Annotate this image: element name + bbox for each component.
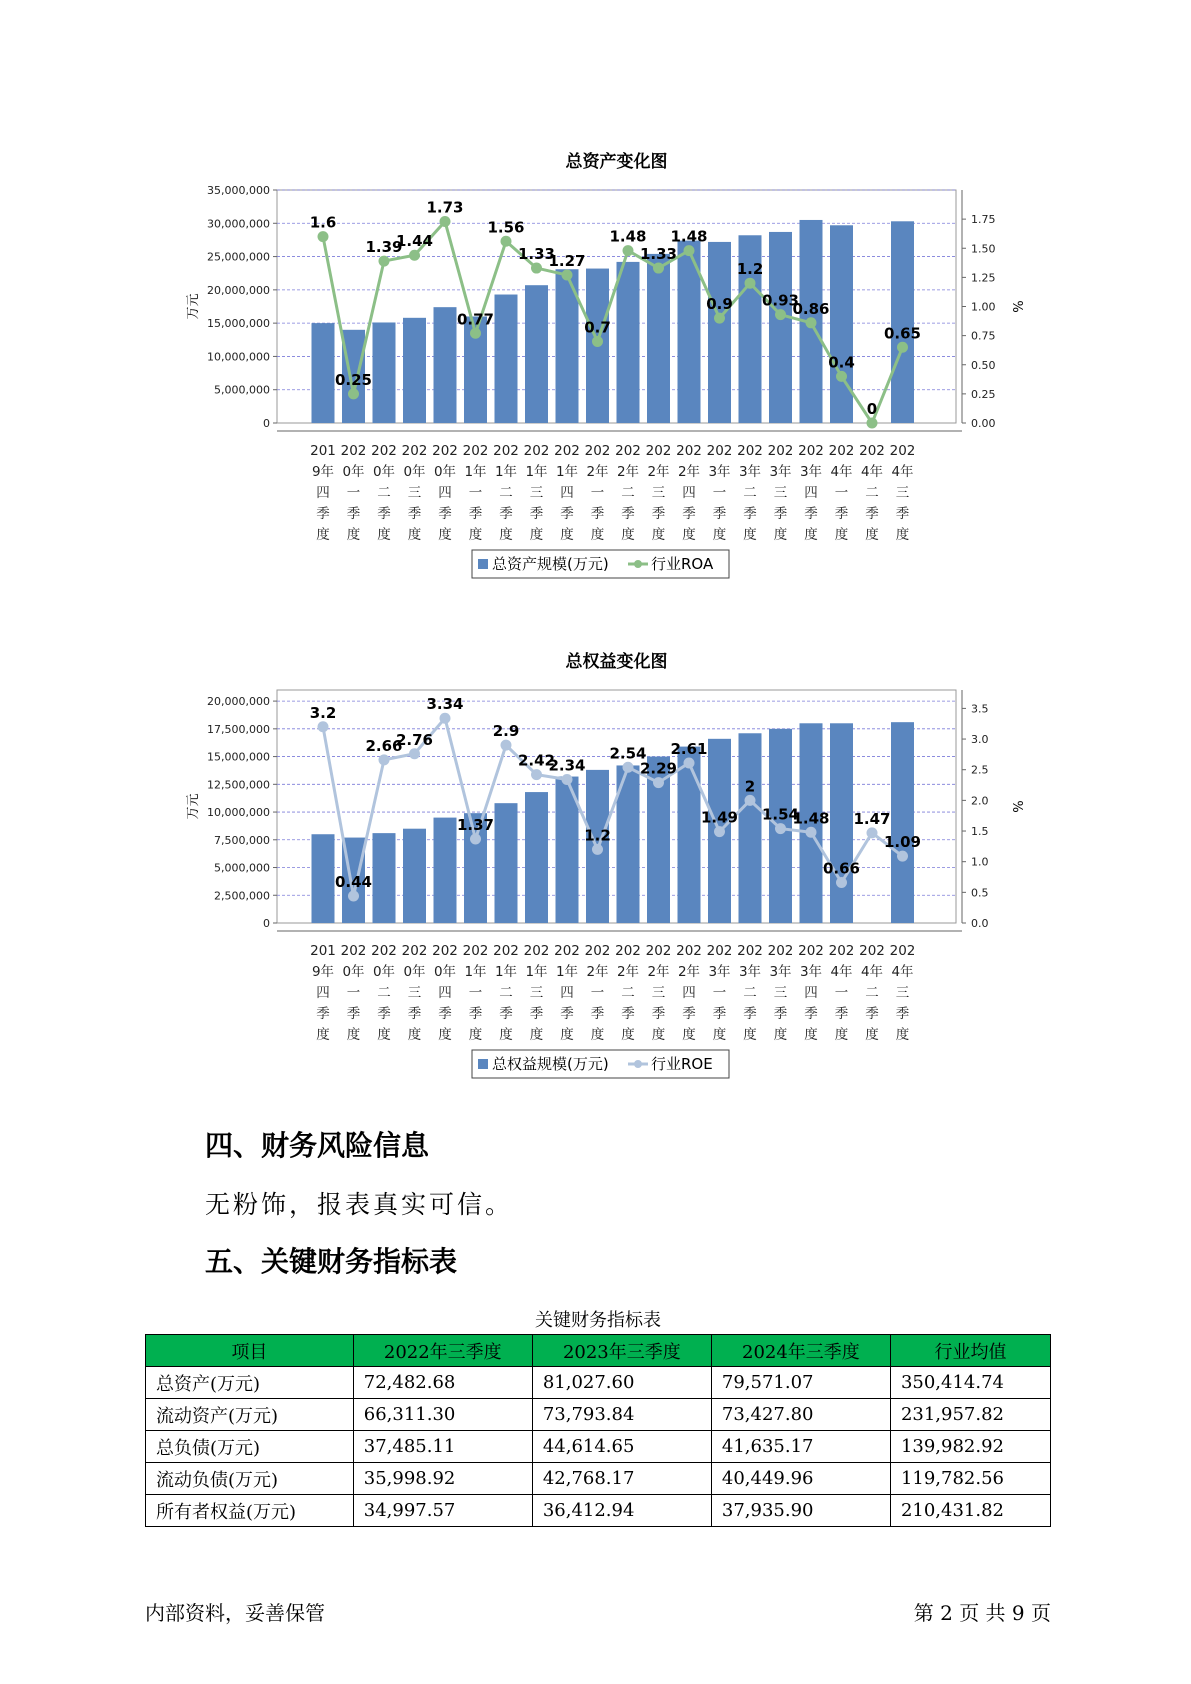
line-point xyxy=(562,270,573,281)
x-tick-label: 202 2年二季度 xyxy=(615,443,641,543)
y2-tick-label: 1.0 xyxy=(971,855,989,869)
table-cell: 37,935.90 xyxy=(711,1495,890,1527)
x-tick-label: 202 2年一季度 xyxy=(584,943,611,1043)
table-cell: 36,412.94 xyxy=(532,1495,711,1527)
line-point xyxy=(379,256,390,267)
line-point xyxy=(501,236,512,247)
x-tick-label: 202 3年一季度 xyxy=(706,943,733,1043)
data-label: 0.86 xyxy=(792,299,830,318)
total-assets-chart xyxy=(0,140,1191,600)
data-label: 0 xyxy=(866,400,878,418)
table-cell: 72,482.68 xyxy=(353,1367,532,1399)
y-tick-label: 20,000,000 xyxy=(207,283,270,297)
bar xyxy=(891,722,914,923)
y-tick-label: 7,500,000 xyxy=(214,833,270,847)
table-cell: 34,997.57 xyxy=(353,1495,532,1527)
x-tick-label: 202 2年三季度 xyxy=(645,443,672,543)
bar xyxy=(891,221,914,423)
line-point xyxy=(806,317,817,328)
table-cell: 37,485.11 xyxy=(353,1431,532,1463)
line-point xyxy=(836,877,847,888)
y-tick-label: 10,000,000 xyxy=(207,806,270,820)
x-tick-label: 202 0年一季度 xyxy=(340,943,367,1043)
y2-tick-label: 1.25 xyxy=(971,271,996,285)
table-cell: 40,449.96 xyxy=(711,1463,890,1495)
x-tick-label: 201 9年四季度 xyxy=(310,943,336,1043)
header-cell: 项目 xyxy=(146,1335,354,1367)
table-cell: 350,414.74 xyxy=(890,1367,1050,1399)
line-point xyxy=(775,823,786,834)
y-tick-label: 5,000,000 xyxy=(214,861,270,875)
bar xyxy=(708,242,731,423)
data-label: 1.37 xyxy=(456,815,495,834)
row-label: 总负债(万元) xyxy=(146,1431,354,1463)
table-cell: 73,793.84 xyxy=(532,1399,711,1431)
table-cell: 210,431.82 xyxy=(890,1495,1050,1527)
x-tick-label: 202 3年四季度 xyxy=(798,443,824,543)
x-tick-label: 202 0年三季度 xyxy=(401,443,428,543)
table-header-row xyxy=(146,1335,1051,1367)
y-tick-label: 15,000,000 xyxy=(207,317,270,331)
data-label: 1.48 xyxy=(792,809,830,828)
table-cell: 73,427.80 xyxy=(711,1399,890,1431)
y2-tick-label: 3.0 xyxy=(971,733,989,747)
bar xyxy=(830,225,853,423)
y2-tick-label: 0.75 xyxy=(971,329,996,343)
header-cell: 行业均值 xyxy=(890,1335,1050,1367)
x-tick-label: 201 9年四季度 xyxy=(310,443,336,543)
data-label: 2.29 xyxy=(639,759,678,778)
line-point xyxy=(592,336,603,347)
y2-axis-label: % xyxy=(1009,800,1024,813)
y2-tick-label: 3.5 xyxy=(971,702,989,716)
header-cell: 2024年三季度 xyxy=(711,1335,890,1367)
data-label: 0.7 xyxy=(584,318,611,337)
bar xyxy=(434,307,457,423)
x-tick-label: 202 0年三季度 xyxy=(401,943,428,1043)
line-point xyxy=(623,762,634,773)
table-cell: 41,635.17 xyxy=(711,1431,890,1463)
bar xyxy=(647,254,670,423)
y2-tick-label: 0.00 xyxy=(971,417,996,430)
line-point xyxy=(684,757,695,768)
x-tick-label: 202 2年一季度 xyxy=(584,443,611,543)
data-label: 1.2 xyxy=(736,260,764,279)
x-tick-label: 202 1年二季度 xyxy=(493,943,519,1043)
row-label: 流动资产(万元) xyxy=(146,1399,354,1431)
data-label: 1.73 xyxy=(426,198,464,217)
data-label: 3.2 xyxy=(309,703,337,722)
table-cell: 66,311.30 xyxy=(353,1399,532,1431)
line-point xyxy=(745,278,756,289)
x-tick-label: 202 4年二季度 xyxy=(859,943,885,1043)
x-tick-label: 202 1年三季度 xyxy=(523,443,550,543)
data-label: 3.34 xyxy=(426,695,464,714)
data-label: 0.9 xyxy=(706,295,733,314)
y-tick-label: 15,000,000 xyxy=(207,750,270,764)
line-point xyxy=(348,891,359,902)
bar xyxy=(769,232,792,423)
line-point xyxy=(348,388,359,399)
data-label: 1.33 xyxy=(517,245,556,264)
x-tick-label: 202 2年三季度 xyxy=(645,943,672,1043)
data-label: 1.47 xyxy=(853,809,891,828)
x-tick-label: 202 4年三季度 xyxy=(889,943,916,1043)
line-point xyxy=(562,774,573,785)
data-label: 2.61 xyxy=(670,739,708,758)
data-label: 0.66 xyxy=(822,859,861,878)
y-tick-label: 10,000,000 xyxy=(207,350,270,364)
x-tick-label: 202 0年二季度 xyxy=(371,943,397,1043)
data-label: 0.77 xyxy=(456,310,495,329)
y2-tick-label: 0.50 xyxy=(971,358,996,372)
y-tick-label: 20,000,000 xyxy=(207,695,270,709)
line-point xyxy=(684,245,695,256)
table-caption: 关键财务指标表 xyxy=(535,1310,661,1331)
legend-line-point xyxy=(634,1060,642,1068)
table-row xyxy=(146,1431,1051,1463)
bar xyxy=(312,834,335,923)
section4-text: 无粉饰，报表真实可信。 xyxy=(205,1190,514,1219)
data-label: 0.93 xyxy=(761,291,800,310)
line-point xyxy=(653,777,664,788)
row-label: 总资产(万元) xyxy=(146,1367,354,1399)
x-tick-label: 202 4年二季度 xyxy=(859,443,885,543)
y-tick-label: 35,000,000 xyxy=(207,184,270,197)
data-label: 2.42 xyxy=(517,751,556,770)
key-metrics-table xyxy=(145,1334,1051,1527)
bar xyxy=(739,733,762,923)
bar xyxy=(495,803,518,923)
line-point xyxy=(440,216,451,227)
chart-title: 总资产变化图 xyxy=(565,152,668,172)
data-label: 1.44 xyxy=(395,232,434,251)
legend-bar-swatch xyxy=(478,1059,488,1069)
y-tick-label: 30,000,000 xyxy=(207,217,270,231)
data-label: 1.27 xyxy=(548,252,586,271)
x-tick-label: 202 4年一季度 xyxy=(828,943,855,1043)
line-point xyxy=(318,231,329,242)
table-cell: 231,957.82 xyxy=(890,1399,1050,1431)
x-tick-label: 202 0年四季度 xyxy=(432,443,458,543)
data-label: 1.2 xyxy=(584,826,611,845)
y-tick-label: 12,500,000 xyxy=(207,778,270,792)
x-tick-label: 202 1年一季度 xyxy=(462,443,489,543)
legend-label: 总资产规模(万元) xyxy=(492,555,609,573)
table-cell: 79,571.07 xyxy=(711,1367,890,1399)
line-point xyxy=(470,833,481,844)
y-axis-label: 万元 xyxy=(186,793,201,820)
line-point xyxy=(379,754,390,765)
legend-label: 总权益规模(万元) xyxy=(492,1055,609,1073)
bar xyxy=(434,818,457,923)
data-label: 1.56 xyxy=(487,218,525,237)
row-label: 流动负债(万元) xyxy=(146,1463,354,1495)
data-label: 1.48 xyxy=(609,227,647,246)
y2-tick-label: 1.50 xyxy=(971,242,996,256)
x-tick-label: 202 1年四季度 xyxy=(554,943,580,1043)
table-cell: 35,998.92 xyxy=(353,1463,532,1495)
total-equity-chart xyxy=(0,640,1191,1100)
row-label: 所有者权益(万元) xyxy=(146,1495,354,1527)
data-label: 2.34 xyxy=(548,756,586,775)
table-row xyxy=(146,1495,1051,1527)
bar xyxy=(373,322,396,423)
legend-bar-swatch xyxy=(478,559,488,569)
line-point xyxy=(806,827,817,838)
bar xyxy=(830,723,853,923)
line-point xyxy=(409,250,420,261)
data-label: 1.48 xyxy=(670,227,708,246)
data-label: 0.4 xyxy=(828,353,855,372)
line-point xyxy=(867,418,878,429)
section5-heading: 五、关键财务指标表 xyxy=(205,1245,458,1278)
y-tick-label: 2,500,000 xyxy=(214,889,270,903)
bar xyxy=(525,285,548,423)
x-tick-label: 202 3年二季度 xyxy=(737,943,763,1043)
x-tick-label: 202 1年四季度 xyxy=(554,443,580,543)
line-point xyxy=(531,769,542,780)
x-tick-label: 202 4年一季度 xyxy=(828,443,855,543)
x-tick-label: 202 3年三季度 xyxy=(767,443,794,543)
line-point xyxy=(470,328,481,339)
table-cell: 81,027.60 xyxy=(532,1367,711,1399)
data-label: 2.66 xyxy=(365,736,403,755)
x-tick-label: 202 3年二季度 xyxy=(737,443,763,543)
table-cell: 139,982.92 xyxy=(890,1431,1050,1463)
x-tick-label: 202 1年三季度 xyxy=(523,943,550,1043)
line-point xyxy=(745,795,756,806)
legend-line-point xyxy=(634,560,642,568)
table-row xyxy=(146,1399,1051,1431)
data-label: 0.65 xyxy=(883,324,922,343)
data-label: 0.25 xyxy=(334,370,373,389)
line-point xyxy=(836,371,847,382)
table-cell: 44,614.65 xyxy=(532,1431,711,1463)
data-label: 2.54 xyxy=(609,744,647,763)
data-label: 1.09 xyxy=(883,833,922,852)
line-point xyxy=(623,245,634,256)
line-point xyxy=(714,313,725,324)
line-point xyxy=(897,851,908,862)
data-label: 1.33 xyxy=(639,245,678,264)
x-tick-label: 202 0年二季度 xyxy=(371,443,397,543)
bar xyxy=(312,323,335,423)
x-tick-label: 202 3年四季度 xyxy=(798,943,824,1043)
legend-label: 行业ROE xyxy=(651,1055,713,1073)
x-tick-label: 202 1年二季度 xyxy=(493,443,519,543)
table-row xyxy=(146,1367,1051,1399)
line-point xyxy=(653,263,664,274)
line-point xyxy=(867,827,878,838)
chart-title: 总权益变化图 xyxy=(565,652,668,672)
section4-heading: 四、财务风险信息 xyxy=(205,1129,430,1162)
data-label: 2 xyxy=(744,777,756,796)
data-label: 2.76 xyxy=(395,730,434,749)
table-cell: 119,782.56 xyxy=(890,1463,1050,1495)
data-label: 1.49 xyxy=(700,808,739,827)
x-tick-label: 202 3年三季度 xyxy=(767,943,794,1043)
data-label: 1.54 xyxy=(761,805,800,824)
bar xyxy=(525,792,548,923)
table-row xyxy=(146,1463,1051,1495)
line-point xyxy=(409,748,420,759)
bar xyxy=(495,295,518,423)
y2-tick-label: 1.5 xyxy=(971,825,989,839)
header-cell: 2022年三季度 xyxy=(353,1335,532,1367)
data-label: 1.39 xyxy=(365,238,403,257)
y-tick-label: 25,000,000 xyxy=(207,250,270,264)
y-tick-label: 5,000,000 xyxy=(214,383,270,397)
bar xyxy=(403,318,426,423)
line-point xyxy=(592,844,603,855)
y2-axis-label: % xyxy=(1009,300,1024,313)
x-tick-label: 202 2年二季度 xyxy=(615,943,641,1043)
header-cell: 2023年三季度 xyxy=(532,1335,711,1367)
y-tick-label: 0 xyxy=(263,417,270,430)
x-tick-label: 202 3年一季度 xyxy=(706,443,733,543)
line-point xyxy=(318,721,329,732)
legend-label: 行业ROA xyxy=(651,555,714,573)
footer-page-number: 第 2 页 共 9 页 xyxy=(913,1601,1051,1625)
bar xyxy=(373,833,396,923)
y-tick-label: 17,500,000 xyxy=(207,722,270,736)
y2-tick-label: 0.0 xyxy=(971,917,989,930)
x-tick-label: 202 1年一季度 xyxy=(462,943,489,1043)
y2-tick-label: 1.00 xyxy=(971,300,996,314)
x-tick-label: 202 0年一季度 xyxy=(340,443,367,543)
y2-tick-label: 0.5 xyxy=(971,886,989,900)
x-tick-label: 202 0年四季度 xyxy=(432,943,458,1043)
x-tick-label: 202 2年四季度 xyxy=(676,443,702,543)
footer-confidential: 内部资料，妥善保管 xyxy=(145,1601,325,1625)
line-point xyxy=(501,740,512,751)
y2-tick-label: 2.5 xyxy=(971,763,989,777)
x-tick-label: 202 2年四季度 xyxy=(676,943,702,1043)
data-label: 0.44 xyxy=(334,873,373,892)
data-label: 1.6 xyxy=(309,213,337,232)
y2-tick-label: 2.0 xyxy=(971,794,989,808)
bar xyxy=(403,829,426,923)
line-point xyxy=(440,713,451,724)
bar xyxy=(617,262,640,423)
y2-tick-label: 1.75 xyxy=(971,213,996,227)
data-label: 2.9 xyxy=(492,722,520,741)
y-axis-label: 万元 xyxy=(186,293,201,320)
y2-tick-label: 0.25 xyxy=(971,387,996,401)
line-point xyxy=(775,309,786,320)
line-point xyxy=(531,263,542,274)
bar xyxy=(678,747,701,923)
table-cell: 42,768.17 xyxy=(532,1463,711,1495)
x-tick-label: 202 4年三季度 xyxy=(889,443,916,543)
line-point xyxy=(897,342,908,353)
y-tick-label: 0 xyxy=(263,917,270,930)
line-point xyxy=(714,826,725,837)
